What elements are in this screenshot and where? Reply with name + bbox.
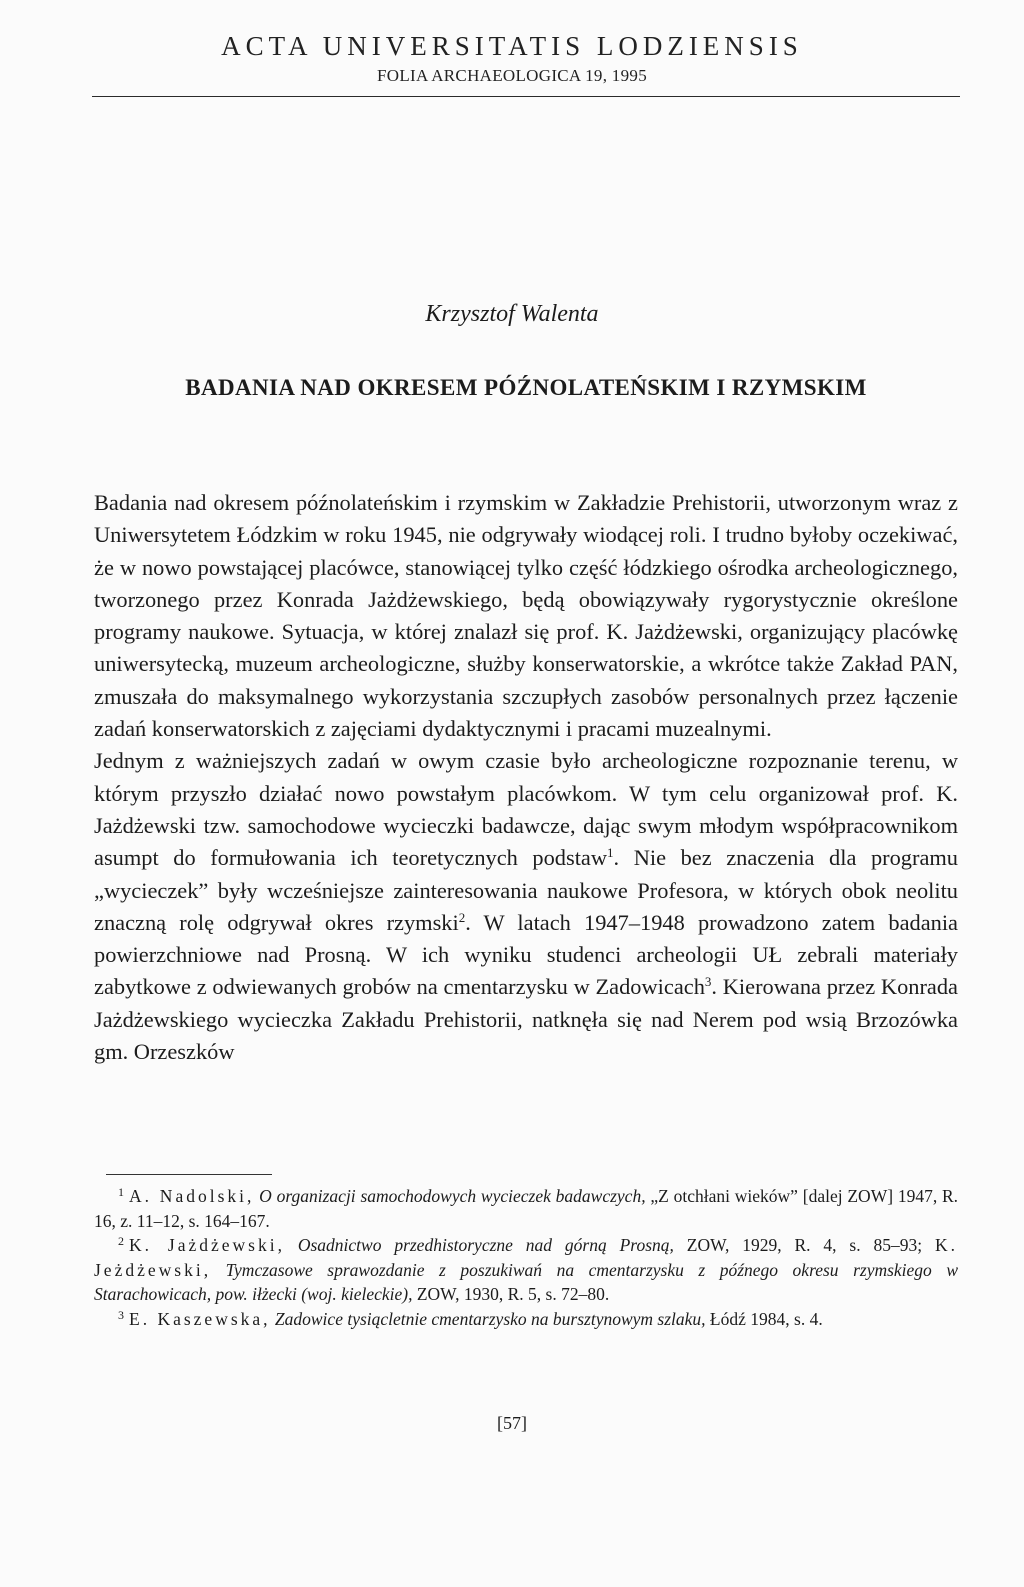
footnote-divider <box>106 1174 272 1175</box>
footnote-ref-1: 1 <box>607 845 614 861</box>
paragraph-1: Badania nad okresem późnolateńskim i rzymskim w Zakładzie Prehistorii, utworzonym wraz z Uniwersytetem Łódzkim w roku 1945, nie odgrywały wiodącej roli. I trudno byłoby oczekiwać, że w nowo powstającej placówce, stanowiącej tylko część łódzkiego ośrodka archeologicznego, tworzonego przez Konrada Jażdżewskiego, będą obowiązywały rygorystycznie określone programy naukowe. Sytuacja, w której znalazł się prof. K. Jażdżewski, organizujący placówkę uniwersytecką, muzeum archeologiczne, służby konserwatorskie, a wkrótce także Zakład PAN, zmuszała do maksymalnego wykorzystania szczupłych zasobów personalnych przez łączenie zadań konserwatorskich z zajęciami dydaktycznymi i pracami muzealnymi. <box>94 490 958 742</box>
footnote-number: 2 <box>118 1234 124 1248</box>
footnote-citation-2: ZOW, 1930, R. 5, s. 72–80. <box>416 1284 610 1304</box>
footnote-number: 1 <box>118 1185 124 1199</box>
paragraph-2-text-c: . W latach 1947–1948 prowadzono zatem badania powierzchniowe nad Prosną. W ich wyniku studenci archeologii UŁ zebrali materiały zabytkowe z odwiewanych grobów na cmentarzysku w Zadowicach <box>94 909 958 1000</box>
journal-series: FOLIA ARCHAEOLOGICA 19, 1995 <box>376 66 648 85</box>
article-body <box>94 487 958 1068</box>
footnote-ref-2: 2 <box>458 909 466 925</box>
footnote-number: 3 <box>118 1307 124 1322</box>
footnote-2 <box>94 1233 958 1307</box>
footnote-3 <box>94 1307 958 1332</box>
footnote-citation: Łódź 1984, s. 4. <box>709 1308 823 1329</box>
journal-title: ACTA UNIVERSITATIS LODZIENSIS <box>221 31 803 61</box>
page-number: [57] <box>497 1413 527 1433</box>
footnote-citation: „Z otchłani wieków” [dalej ZOW] 1947, R. 16, z. 11–12, s. 164–167. <box>94 1186 959 1231</box>
article-title: BADANIA NAD OKRESEM PÓŹNOLATEŃSKIM I RZYMSKIM <box>185 375 867 400</box>
paragraph-2-text-b: . Nie bez znaczenia dla programu „wycieczek” były wcześniejsze zainteresowania naukowe Profesora, w których obok neolitu znaczną rolę odgrywał okres rzymski <box>94 845 958 935</box>
footnote-author: K. Jażdżewski, <box>129 1235 285 1255</box>
footnote-citation: ZOW, 1929, R. 4, s. 85–93; <box>686 1235 923 1255</box>
article-author: Krzysztof Walenta <box>425 301 599 327</box>
footnote-title: O organizacji samochodowych wycieczek badawczych, <box>259 1186 646 1206</box>
footnote-author: E. Kaszewska, <box>129 1308 271 1329</box>
paragraph-2-text-a: Jednym z ważniejszych zadań w owym czasie było archeologiczne rozpoznanie terenu, w którym przyszło działać nowo powstałym placówkom. W tym celu organizował prof. K. Jażdżewski tzw. samochodowe wycieczki badawcze, dając swym młodym współpracownikom asumpt do formułowania ich teoretycznych podstaw <box>94 748 958 871</box>
paragraph-2-text-d: . Kierowana przez Konrada Jażdżewskiego wycieczka Zakładu Prehistorii, natknęła się nad Nerem pod wsią Brzozówka gm. Orzeszków <box>94 974 958 1065</box>
footnote-ref-3: 3 <box>704 974 712 990</box>
header-divider <box>92 96 960 97</box>
footnote-1 <box>94 1184 958 1233</box>
footnote-title-2: Tymczasowe sprawozdanie z poszukiwań na cmentarzysku z późnego okresu rzymskiego w Starachowicach, pow. iłżecki (woj. kieleckie), <box>94 1259 959 1304</box>
footnote-title: Zadowice tysiącletnie cmentarzysko na bursztynowym szlaku, <box>274 1308 706 1329</box>
paragraph-2 <box>94 745 958 1068</box>
footnote-author-2: K. Jeżdżewski, <box>94 1235 958 1280</box>
footnote-author: A. Nadolski, <box>129 1186 255 1206</box>
footnotes <box>94 1184 958 1331</box>
footnote-title: Osadnictwo przedhistoryczne nad górną Prosną, <box>297 1235 674 1255</box>
